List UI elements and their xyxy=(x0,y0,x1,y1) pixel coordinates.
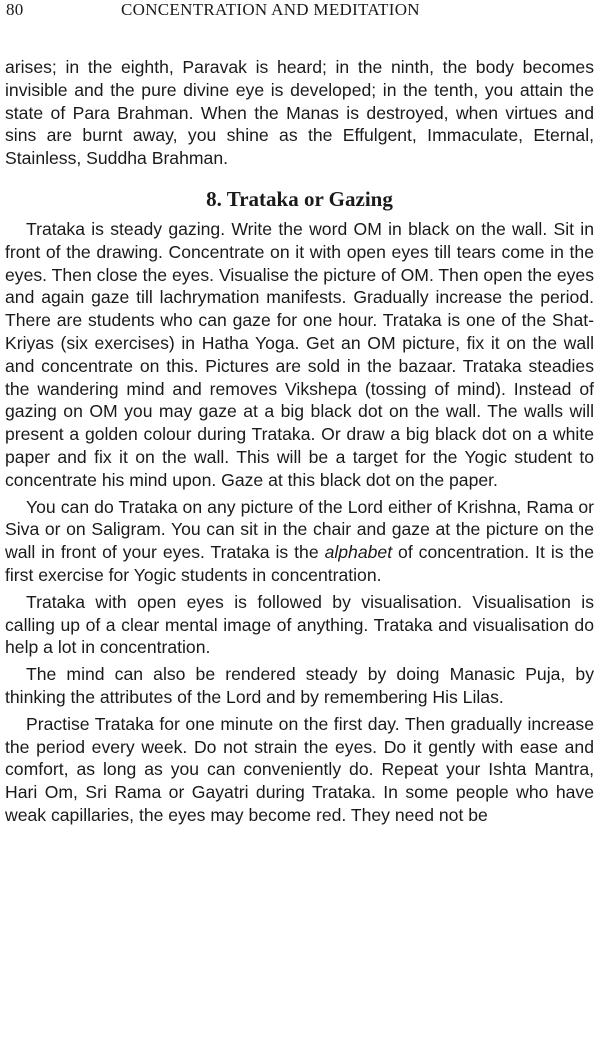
paragraph-practise-trataka: Practise Trataka for one minute on the first day. Then gradually increase the period every week. Do not strain the eyes. Do it gently with ease and comfort, as long as you can conveniently do. Repeat your Ishta Mantra, Hari Om, Sri Rama or Gayatri during Trataka. In some people who have weak capillaries, the eyes may become red. They need not be xyxy=(5,713,594,825)
paragraph-continued: arises; in the eighth, Paravak is heard; in the ninth, the body becomes invisible and the pure divine eye is developed; in the tenth, you attain the state of Para Brahman. When the Manas is destroyed, when virtues and sins are burnt away, you shine as the Effulgent, Immaculate, Eternal, Stainless, Suddha Brahman. xyxy=(5,57,594,169)
paragraph-manasic-puja: The mind can also be rendered steady by doing Manasic Puja, by thinking the attributes of the Lord and by remembering His Lilas. xyxy=(5,664,594,707)
page-number: 80 xyxy=(6,0,24,19)
paragraph-trataka-definition: Trataka is steady gazing. Write the word OM in black on the wall. Sit in front of the drawing. Concentrate on it with open eyes till tears come in the eyes. Then close the eyes. Visualise the picture of OM. Then open the eyes and again gaze till lachrymation manifests. Gradually increase the period. There are students who can gaze for one hour. Trataka is one of the Shat-Kriyas (six exercises) in Hatha Yoga. Get an OM picture, fix it on the wall and concentrate on this. Pictures are sold in the bazaar. Trataka steadies the wandering mind and removes Vikshepa (tossing of mind). Instead of gazing on OM you may gaze at a big black dot on the wall. The walls will present a golden colour during Trataka. Or draw a big black dot on a white paper and fix it on the wall. This will be a target for the Yogic student to concentrate his mind upon. Gaze at this black dot on the paper. xyxy=(5,218,594,490)
emphasis-alphabet: alphabet xyxy=(324,542,393,563)
paragraph-trataka-picture xyxy=(5,496,594,587)
running-header xyxy=(5,0,594,24)
body-text xyxy=(5,56,594,827)
paragraph-text: of concentration. It is the first exercise for Yogic students in concentration. xyxy=(5,542,594,585)
paragraph-text: You can do Trataka on any picture of the Lord either of Krishna, Rama or Siva or on Saligram. You can sit in the chair and gaze at the picture on the wall in front of your eyes. Trataka is the xyxy=(5,496,594,563)
paragraph-visualisation: Trataka with open eyes is followed by visualisation. Visualisation is calling up of a clear mental image of anything. Trataka and visualisation do help a lot in concentration. xyxy=(5,591,594,658)
running-title: CONCENTRATION AND MEDITATION xyxy=(121,0,420,19)
section-heading: 8. Trataka or Gazing xyxy=(206,186,393,211)
